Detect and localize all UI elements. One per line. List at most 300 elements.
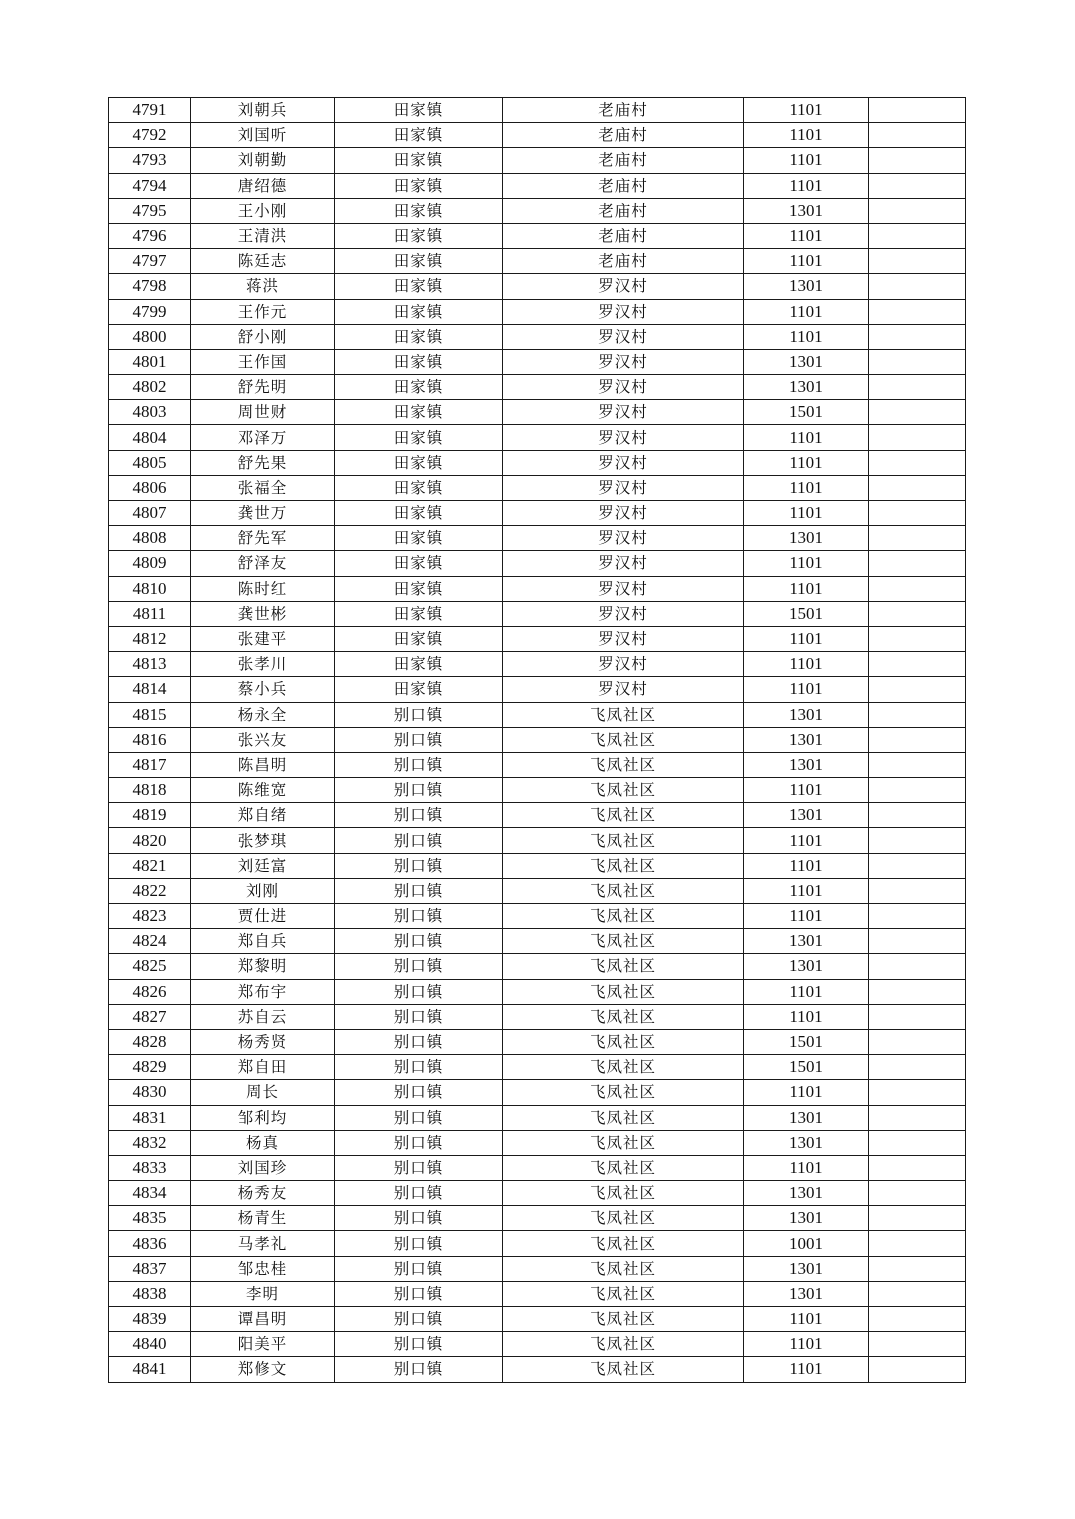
- note-cell: [869, 1307, 966, 1332]
- name-cell: 贾仕进: [191, 904, 335, 929]
- code-cell: 1301: [744, 526, 869, 551]
- table-row: [109, 274, 966, 299]
- name-cell: 邹利均: [191, 1105, 335, 1130]
- village-cell: 罗汉村: [503, 299, 744, 324]
- table-row: [109, 626, 966, 651]
- table-row: [109, 501, 966, 526]
- village-cell: 飞凤社区: [503, 1357, 744, 1382]
- name-cell: 蒋洪: [191, 274, 335, 299]
- note-cell: [869, 1105, 966, 1130]
- code-cell: 1301: [744, 349, 869, 374]
- table-row: [109, 123, 966, 148]
- table-row: [109, 702, 966, 727]
- town-cell: 田家镇: [335, 677, 503, 702]
- row-number-cell: 4791: [109, 98, 191, 123]
- row-number-cell: 4816: [109, 727, 191, 752]
- village-cell: 飞凤社区: [503, 1256, 744, 1281]
- name-cell: 邹忠桂: [191, 1256, 335, 1281]
- town-cell: 田家镇: [335, 375, 503, 400]
- village-cell: 飞凤社区: [503, 1281, 744, 1306]
- town-cell: 田家镇: [335, 551, 503, 576]
- row-number-cell: 4829: [109, 1055, 191, 1080]
- roster-table: [108, 97, 966, 1383]
- note-cell: [869, 1004, 966, 1029]
- note-cell: [869, 1080, 966, 1105]
- note-cell: [869, 752, 966, 777]
- table-row: [109, 400, 966, 425]
- village-cell: 罗汉村: [503, 652, 744, 677]
- town-cell: 别口镇: [335, 954, 503, 979]
- table-row: [109, 878, 966, 903]
- town-cell: 别口镇: [335, 803, 503, 828]
- name-cell: 龚世彬: [191, 601, 335, 626]
- name-cell: 张福全: [191, 475, 335, 500]
- row-number-cell: 4835: [109, 1206, 191, 1231]
- note-cell: [869, 727, 966, 752]
- village-cell: 罗汉村: [503, 601, 744, 626]
- village-cell: 罗汉村: [503, 626, 744, 651]
- name-cell: 舒小刚: [191, 324, 335, 349]
- village-cell: 飞凤社区: [503, 1332, 744, 1357]
- name-cell: 龚世万: [191, 501, 335, 526]
- note-cell: [869, 299, 966, 324]
- village-cell: 飞凤社区: [503, 979, 744, 1004]
- name-cell: 杨秀贤: [191, 1029, 335, 1054]
- town-cell: 别口镇: [335, 1155, 503, 1180]
- table-row: [109, 475, 966, 500]
- town-cell: 别口镇: [335, 929, 503, 954]
- table-row: [109, 1029, 966, 1054]
- code-cell: 1101: [744, 249, 869, 274]
- code-cell: 1501: [744, 400, 869, 425]
- town-cell: 田家镇: [335, 274, 503, 299]
- row-number-cell: 4839: [109, 1307, 191, 1332]
- table-row: [109, 299, 966, 324]
- town-cell: 别口镇: [335, 702, 503, 727]
- row-number-cell: 4840: [109, 1332, 191, 1357]
- table-row: [109, 576, 966, 601]
- row-number-cell: 4794: [109, 173, 191, 198]
- town-cell: 田家镇: [335, 349, 503, 374]
- note-cell: [869, 979, 966, 1004]
- name-cell: 舒泽友: [191, 551, 335, 576]
- note-cell: [869, 1055, 966, 1080]
- row-number-cell: 4801: [109, 349, 191, 374]
- village-cell: 飞凤社区: [503, 878, 744, 903]
- row-number-cell: 4826: [109, 979, 191, 1004]
- code-cell: 1101: [744, 1357, 869, 1382]
- village-cell: 飞凤社区: [503, 1055, 744, 1080]
- town-cell: 田家镇: [335, 249, 503, 274]
- town-cell: 别口镇: [335, 1055, 503, 1080]
- note-cell: [869, 954, 966, 979]
- town-cell: 别口镇: [335, 1105, 503, 1130]
- table-row: [109, 1307, 966, 1332]
- code-cell: 1101: [744, 501, 869, 526]
- note-cell: [869, 98, 966, 123]
- town-cell: 别口镇: [335, 1181, 503, 1206]
- row-number-cell: 4815: [109, 702, 191, 727]
- table-row: [109, 1105, 966, 1130]
- table-row: [109, 652, 966, 677]
- table-row: [109, 1332, 966, 1357]
- table-row: [109, 148, 966, 173]
- village-cell: 飞凤社区: [503, 1206, 744, 1231]
- name-cell: 王清洪: [191, 223, 335, 248]
- village-cell: 老庙村: [503, 249, 744, 274]
- row-number-cell: 4802: [109, 375, 191, 400]
- name-cell: 陈廷志: [191, 249, 335, 274]
- town-cell: 别口镇: [335, 1130, 503, 1155]
- village-cell: 飞凤社区: [503, 904, 744, 929]
- code-cell: 1501: [744, 601, 869, 626]
- code-cell: 1101: [744, 1080, 869, 1105]
- table-row: [109, 979, 966, 1004]
- row-number-cell: 4837: [109, 1256, 191, 1281]
- row-number-cell: 4838: [109, 1281, 191, 1306]
- table-row: [109, 1080, 966, 1105]
- village-cell: 罗汉村: [503, 551, 744, 576]
- code-cell: 1101: [744, 878, 869, 903]
- note-cell: [869, 828, 966, 853]
- town-cell: 田家镇: [335, 400, 503, 425]
- note-cell: [869, 702, 966, 727]
- code-cell: 1101: [744, 626, 869, 651]
- row-number-cell: 4813: [109, 652, 191, 677]
- table-row: [109, 929, 966, 954]
- table-row: [109, 1256, 966, 1281]
- code-cell: 1301: [744, 929, 869, 954]
- town-cell: 田家镇: [335, 501, 503, 526]
- row-number-cell: 4821: [109, 853, 191, 878]
- town-cell: 别口镇: [335, 1231, 503, 1256]
- note-cell: [869, 526, 966, 551]
- code-cell: 1301: [744, 803, 869, 828]
- table-row: [109, 526, 966, 551]
- note-cell: [869, 878, 966, 903]
- village-cell: 飞凤社区: [503, 1029, 744, 1054]
- row-number-cell: 4812: [109, 626, 191, 651]
- name-cell: 舒先果: [191, 450, 335, 475]
- town-cell: 田家镇: [335, 450, 503, 475]
- row-number-cell: 4830: [109, 1080, 191, 1105]
- table-row: [109, 1231, 966, 1256]
- village-cell: 飞凤社区: [503, 803, 744, 828]
- note-cell: [869, 1281, 966, 1306]
- village-cell: 罗汉村: [503, 576, 744, 601]
- row-number-cell: 4823: [109, 904, 191, 929]
- name-cell: 郑自田: [191, 1055, 335, 1080]
- note-cell: [869, 1130, 966, 1155]
- code-cell: 1301: [744, 274, 869, 299]
- town-cell: 别口镇: [335, 727, 503, 752]
- note-cell: [869, 601, 966, 626]
- note-cell: [869, 853, 966, 878]
- table-row: [109, 727, 966, 752]
- village-cell: 老庙村: [503, 123, 744, 148]
- name-cell: 舒先明: [191, 375, 335, 400]
- town-cell: 田家镇: [335, 123, 503, 148]
- village-cell: 飞凤社区: [503, 752, 744, 777]
- row-number-cell: 4828: [109, 1029, 191, 1054]
- code-cell: 1301: [744, 727, 869, 752]
- name-cell: 刘国听: [191, 123, 335, 148]
- note-cell: [869, 274, 966, 299]
- town-cell: 田家镇: [335, 148, 503, 173]
- row-number-cell: 4817: [109, 752, 191, 777]
- name-cell: 郑布宇: [191, 979, 335, 1004]
- note-cell: [869, 1155, 966, 1180]
- town-cell: 田家镇: [335, 475, 503, 500]
- town-cell: 田家镇: [335, 223, 503, 248]
- table-row: [109, 450, 966, 475]
- name-cell: 王小刚: [191, 198, 335, 223]
- note-cell: [869, 400, 966, 425]
- village-cell: 飞凤社区: [503, 1307, 744, 1332]
- village-cell: 老庙村: [503, 173, 744, 198]
- note-cell: [869, 1256, 966, 1281]
- code-cell: 1101: [744, 576, 869, 601]
- code-cell: 1101: [744, 148, 869, 173]
- note-cell: [869, 425, 966, 450]
- note-cell: [869, 1231, 966, 1256]
- row-number-cell: 4792: [109, 123, 191, 148]
- name-cell: 邓泽万: [191, 425, 335, 450]
- note-cell: [869, 904, 966, 929]
- code-cell: 1101: [744, 778, 869, 803]
- name-cell: 李明: [191, 1281, 335, 1306]
- note-cell: [869, 501, 966, 526]
- code-cell: 1101: [744, 979, 869, 1004]
- note-cell: [869, 929, 966, 954]
- code-cell: 1301: [744, 1281, 869, 1306]
- village-cell: 罗汉村: [503, 349, 744, 374]
- name-cell: 王作国: [191, 349, 335, 374]
- village-cell: 罗汉村: [503, 425, 744, 450]
- row-number-cell: 4824: [109, 929, 191, 954]
- row-number-cell: 4798: [109, 274, 191, 299]
- table-row: [109, 752, 966, 777]
- name-cell: 刘廷富: [191, 853, 335, 878]
- code-cell: 1101: [744, 1004, 869, 1029]
- village-cell: 飞凤社区: [503, 929, 744, 954]
- code-cell: 1501: [744, 1029, 869, 1054]
- village-cell: 飞凤社区: [503, 1004, 744, 1029]
- table-row: [109, 954, 966, 979]
- town-cell: 田家镇: [335, 173, 503, 198]
- name-cell: 张建平: [191, 626, 335, 651]
- village-cell: 罗汉村: [503, 501, 744, 526]
- row-number-cell: 4832: [109, 1130, 191, 1155]
- note-cell: [869, 198, 966, 223]
- village-cell: 罗汉村: [503, 450, 744, 475]
- name-cell: 杨青生: [191, 1206, 335, 1231]
- village-cell: 罗汉村: [503, 526, 744, 551]
- note-cell: [869, 1357, 966, 1382]
- town-cell: 田家镇: [335, 652, 503, 677]
- name-cell: 舒先军: [191, 526, 335, 551]
- town-cell: 别口镇: [335, 979, 503, 1004]
- name-cell: 郑黎明: [191, 954, 335, 979]
- row-number-cell: 4827: [109, 1004, 191, 1029]
- code-cell: 1101: [744, 123, 869, 148]
- town-cell: 田家镇: [335, 324, 503, 349]
- table-row: [109, 198, 966, 223]
- village-cell: 飞凤社区: [503, 1080, 744, 1105]
- row-number-cell: 4825: [109, 954, 191, 979]
- town-cell: 别口镇: [335, 752, 503, 777]
- roster-table-body: [109, 98, 966, 1383]
- row-number-cell: 4793: [109, 148, 191, 173]
- code-cell: 1101: [744, 904, 869, 929]
- row-number-cell: 4796: [109, 223, 191, 248]
- row-number-cell: 4805: [109, 450, 191, 475]
- row-number-cell: 4808: [109, 526, 191, 551]
- note-cell: [869, 626, 966, 651]
- row-number-cell: 4833: [109, 1155, 191, 1180]
- code-cell: 1101: [744, 324, 869, 349]
- row-number-cell: 4803: [109, 400, 191, 425]
- town-cell: 田家镇: [335, 299, 503, 324]
- name-cell: 杨永全: [191, 702, 335, 727]
- table-row: [109, 249, 966, 274]
- village-cell: 老庙村: [503, 98, 744, 123]
- table-row: [109, 778, 966, 803]
- town-cell: 别口镇: [335, 1080, 503, 1105]
- code-cell: 1301: [744, 1206, 869, 1231]
- village-cell: 飞凤社区: [503, 1105, 744, 1130]
- row-number-cell: 4810: [109, 576, 191, 601]
- table-row: [109, 1281, 966, 1306]
- code-cell: 1101: [744, 652, 869, 677]
- note-cell: [869, 375, 966, 400]
- name-cell: 郑自兵: [191, 929, 335, 954]
- code-cell: 1101: [744, 853, 869, 878]
- row-number-cell: 4814: [109, 677, 191, 702]
- name-cell: 马孝礼: [191, 1231, 335, 1256]
- row-number-cell: 4797: [109, 249, 191, 274]
- note-cell: [869, 803, 966, 828]
- row-number-cell: 4831: [109, 1105, 191, 1130]
- note-cell: [869, 450, 966, 475]
- name-cell: 张孝川: [191, 652, 335, 677]
- code-cell: 1101: [744, 1332, 869, 1357]
- name-cell: 张梦琪: [191, 828, 335, 853]
- name-cell: 郑修文: [191, 1357, 335, 1382]
- row-number-cell: 4818: [109, 778, 191, 803]
- note-cell: [869, 1332, 966, 1357]
- code-cell: 1301: [744, 954, 869, 979]
- village-cell: 飞凤社区: [503, 828, 744, 853]
- name-cell: 苏自云: [191, 1004, 335, 1029]
- village-cell: 老庙村: [503, 198, 744, 223]
- table-row: [109, 1357, 966, 1382]
- row-number-cell: 4836: [109, 1231, 191, 1256]
- town-cell: 田家镇: [335, 626, 503, 651]
- table-row: [109, 904, 966, 929]
- town-cell: 别口镇: [335, 1307, 503, 1332]
- name-cell: 刘朝勤: [191, 148, 335, 173]
- row-number-cell: 4820: [109, 828, 191, 853]
- row-number-cell: 4811: [109, 601, 191, 626]
- table-row: [109, 425, 966, 450]
- row-number-cell: 4799: [109, 299, 191, 324]
- village-cell: 罗汉村: [503, 375, 744, 400]
- town-cell: 别口镇: [335, 828, 503, 853]
- code-cell: 1301: [744, 198, 869, 223]
- code-cell: 1101: [744, 1155, 869, 1180]
- name-cell: 阳美平: [191, 1332, 335, 1357]
- village-cell: 罗汉村: [503, 475, 744, 500]
- code-cell: 1101: [744, 98, 869, 123]
- name-cell: 张兴友: [191, 727, 335, 752]
- table-row: [109, 1155, 966, 1180]
- table-row: [109, 803, 966, 828]
- note-cell: [869, 475, 966, 500]
- village-cell: 飞凤社区: [503, 702, 744, 727]
- town-cell: 别口镇: [335, 1256, 503, 1281]
- row-number-cell: 4819: [109, 803, 191, 828]
- village-cell: 飞凤社区: [503, 1155, 744, 1180]
- table-row: [109, 324, 966, 349]
- town-cell: 别口镇: [335, 1332, 503, 1357]
- code-cell: 1301: [744, 1105, 869, 1130]
- code-cell: 1101: [744, 425, 869, 450]
- code-cell: 1101: [744, 1307, 869, 1332]
- code-cell: 1301: [744, 702, 869, 727]
- row-number-cell: 4795: [109, 198, 191, 223]
- code-cell: 1101: [744, 223, 869, 248]
- town-cell: 田家镇: [335, 425, 503, 450]
- note-cell: [869, 223, 966, 248]
- row-number-cell: 4822: [109, 878, 191, 903]
- note-cell: [869, 324, 966, 349]
- village-cell: 飞凤社区: [503, 727, 744, 752]
- code-cell: 1301: [744, 1130, 869, 1155]
- code-cell: 1301: [744, 375, 869, 400]
- village-cell: 飞凤社区: [503, 1130, 744, 1155]
- village-cell: 飞凤社区: [503, 1231, 744, 1256]
- town-cell: 别口镇: [335, 1004, 503, 1029]
- name-cell: 周世财: [191, 400, 335, 425]
- name-cell: 杨秀友: [191, 1181, 335, 1206]
- code-cell: 1101: [744, 299, 869, 324]
- name-cell: 周长: [191, 1080, 335, 1105]
- code-cell: 1101: [744, 677, 869, 702]
- town-cell: 田家镇: [335, 576, 503, 601]
- note-cell: [869, 173, 966, 198]
- code-cell: 1501: [744, 1055, 869, 1080]
- table-row: [109, 828, 966, 853]
- note-cell: [869, 1029, 966, 1054]
- name-cell: 谭昌明: [191, 1307, 335, 1332]
- code-cell: 1101: [744, 828, 869, 853]
- table-row: [109, 349, 966, 374]
- table-row: [109, 1181, 966, 1206]
- table-row: [109, 1206, 966, 1231]
- name-cell: 刘朝兵: [191, 98, 335, 123]
- village-cell: 老庙村: [503, 223, 744, 248]
- code-cell: 1301: [744, 1181, 869, 1206]
- village-cell: 罗汉村: [503, 677, 744, 702]
- town-cell: 别口镇: [335, 778, 503, 803]
- name-cell: 陈维宽: [191, 778, 335, 803]
- note-cell: [869, 148, 966, 173]
- code-cell: 1101: [744, 450, 869, 475]
- code-cell: 1001: [744, 1231, 869, 1256]
- table-row: [109, 375, 966, 400]
- row-number-cell: 4800: [109, 324, 191, 349]
